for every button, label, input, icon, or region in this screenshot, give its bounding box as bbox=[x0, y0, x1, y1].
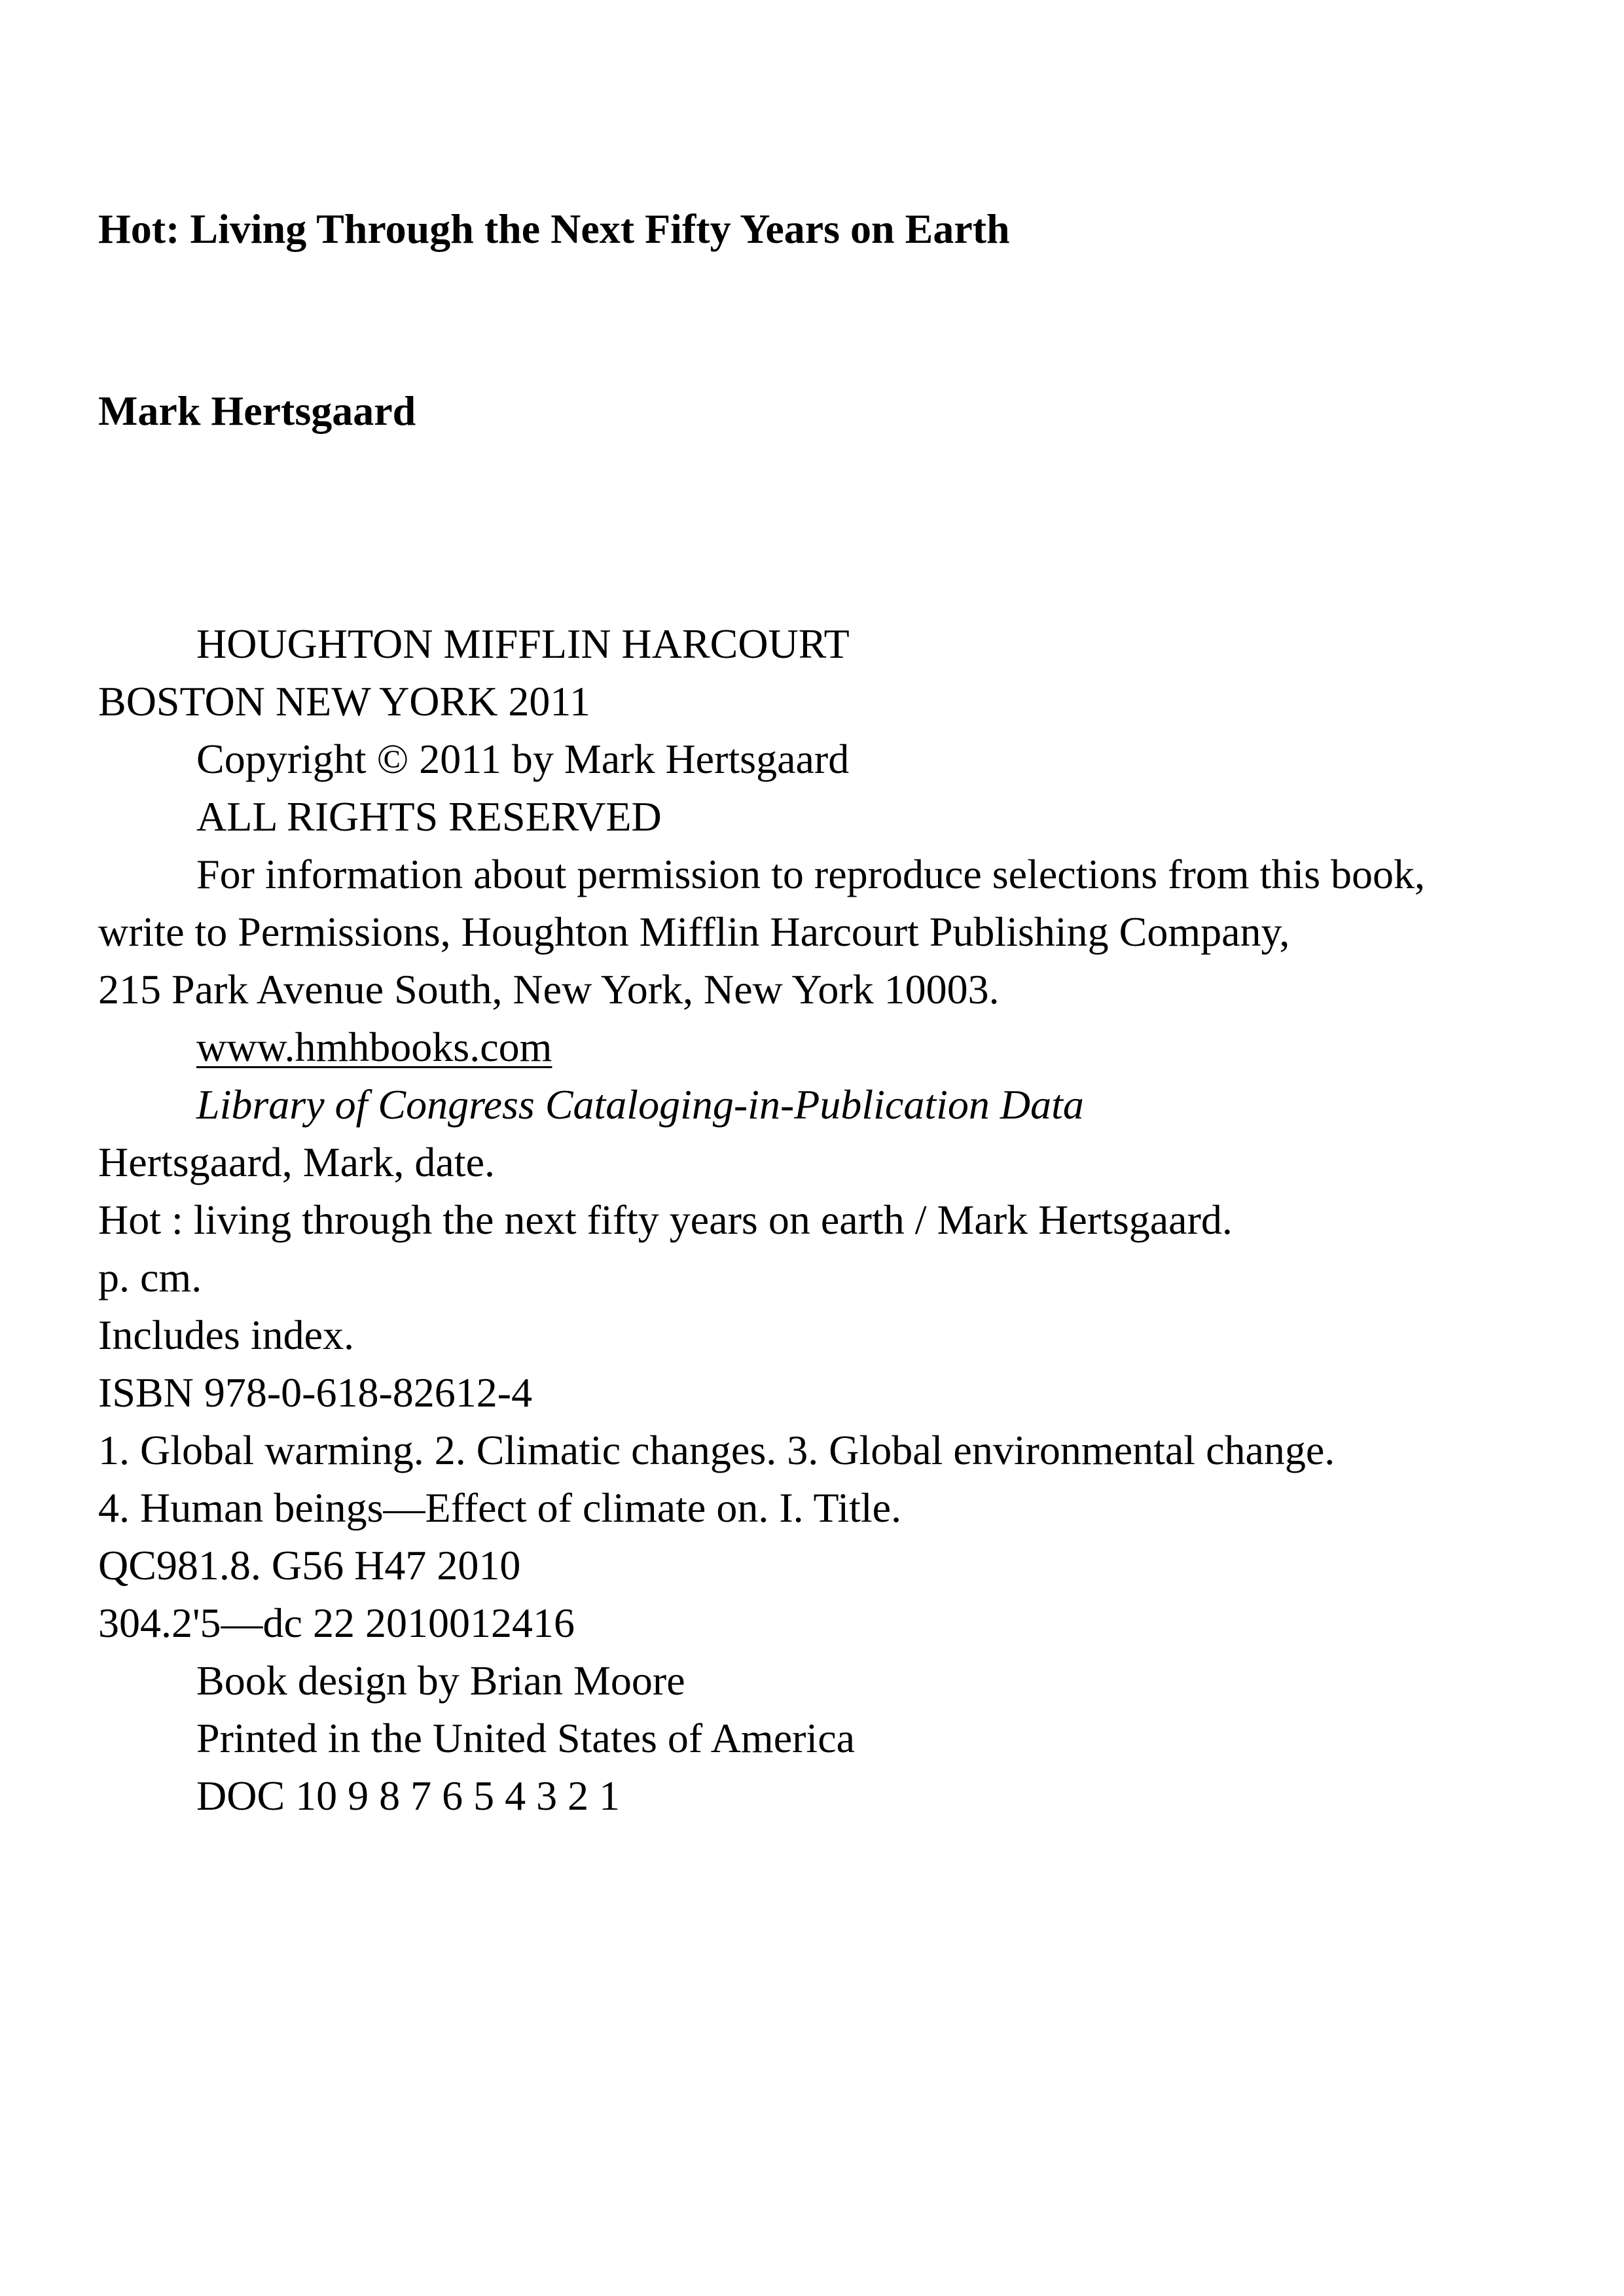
copyright-notice: Copyright © 2011 by Mark Hertsgaard bbox=[196, 736, 850, 782]
permissions-line-1: For information about permission to reproduce selections from this book, bbox=[196, 851, 1425, 897]
cip-pages: p. cm. bbox=[98, 1254, 202, 1300]
book-title: Hot: Living Through the Next Fifty Years on Earth bbox=[98, 206, 1010, 252]
permissions-line-2: write to Permissions, Houghton Mifflin Harcourt Publishing Company, bbox=[98, 908, 1290, 955]
publisher-place-year: BOSTON NEW YORK 2011 bbox=[98, 678, 591, 725]
cip-isbn: ISBN 978-0-618-82612-4 bbox=[98, 1369, 533, 1416]
cip-subjects-line-2: 4. Human beings—Effect of climate on. I. Title. bbox=[98, 1484, 902, 1531]
website-line bbox=[98, 1018, 1538, 1076]
cip-author-entry: Hertsgaard, Mark, date. bbox=[98, 1139, 495, 1185]
copyright-block bbox=[98, 615, 1538, 1825]
cip-subjects-line-1: 1. Global warming. 2. Climatic changes. 3. Global environmental change. bbox=[98, 1427, 1335, 1473]
book-design-credit: Book design by Brian Moore bbox=[196, 1657, 685, 1704]
cip-index-note: Includes index. bbox=[98, 1312, 354, 1358]
book-author: Mark Hertsgaard bbox=[98, 387, 416, 434]
printed-in-line: Printed in the United States of America bbox=[196, 1715, 855, 1761]
printing-number-line: DOC 10 9 8 7 6 5 4 3 2 1 bbox=[196, 1772, 621, 1819]
cip-dewey: 304.2'5—dc 22 2010012416 bbox=[98, 1600, 575, 1646]
rights-notice: ALL RIGHTS RESERVED bbox=[196, 793, 662, 840]
cip-lc-class: QC981.8. G56 H47 2010 bbox=[98, 1542, 521, 1588]
publisher-name: HOUGHTON MIFFLIN HARCOURT bbox=[196, 620, 850, 667]
permissions-line-3: 215 Park Avenue South, New York, New York 10003. bbox=[98, 966, 1000, 1013]
website-link[interactable]: www.hmhbooks.com bbox=[196, 1024, 552, 1070]
cip-heading: Library of Congress Cataloging-in-Publication Data bbox=[196, 1081, 1084, 1128]
cip-title-entry: Hot : living through the next fifty years on earth / Mark Hertsgaard. bbox=[98, 1196, 1233, 1243]
